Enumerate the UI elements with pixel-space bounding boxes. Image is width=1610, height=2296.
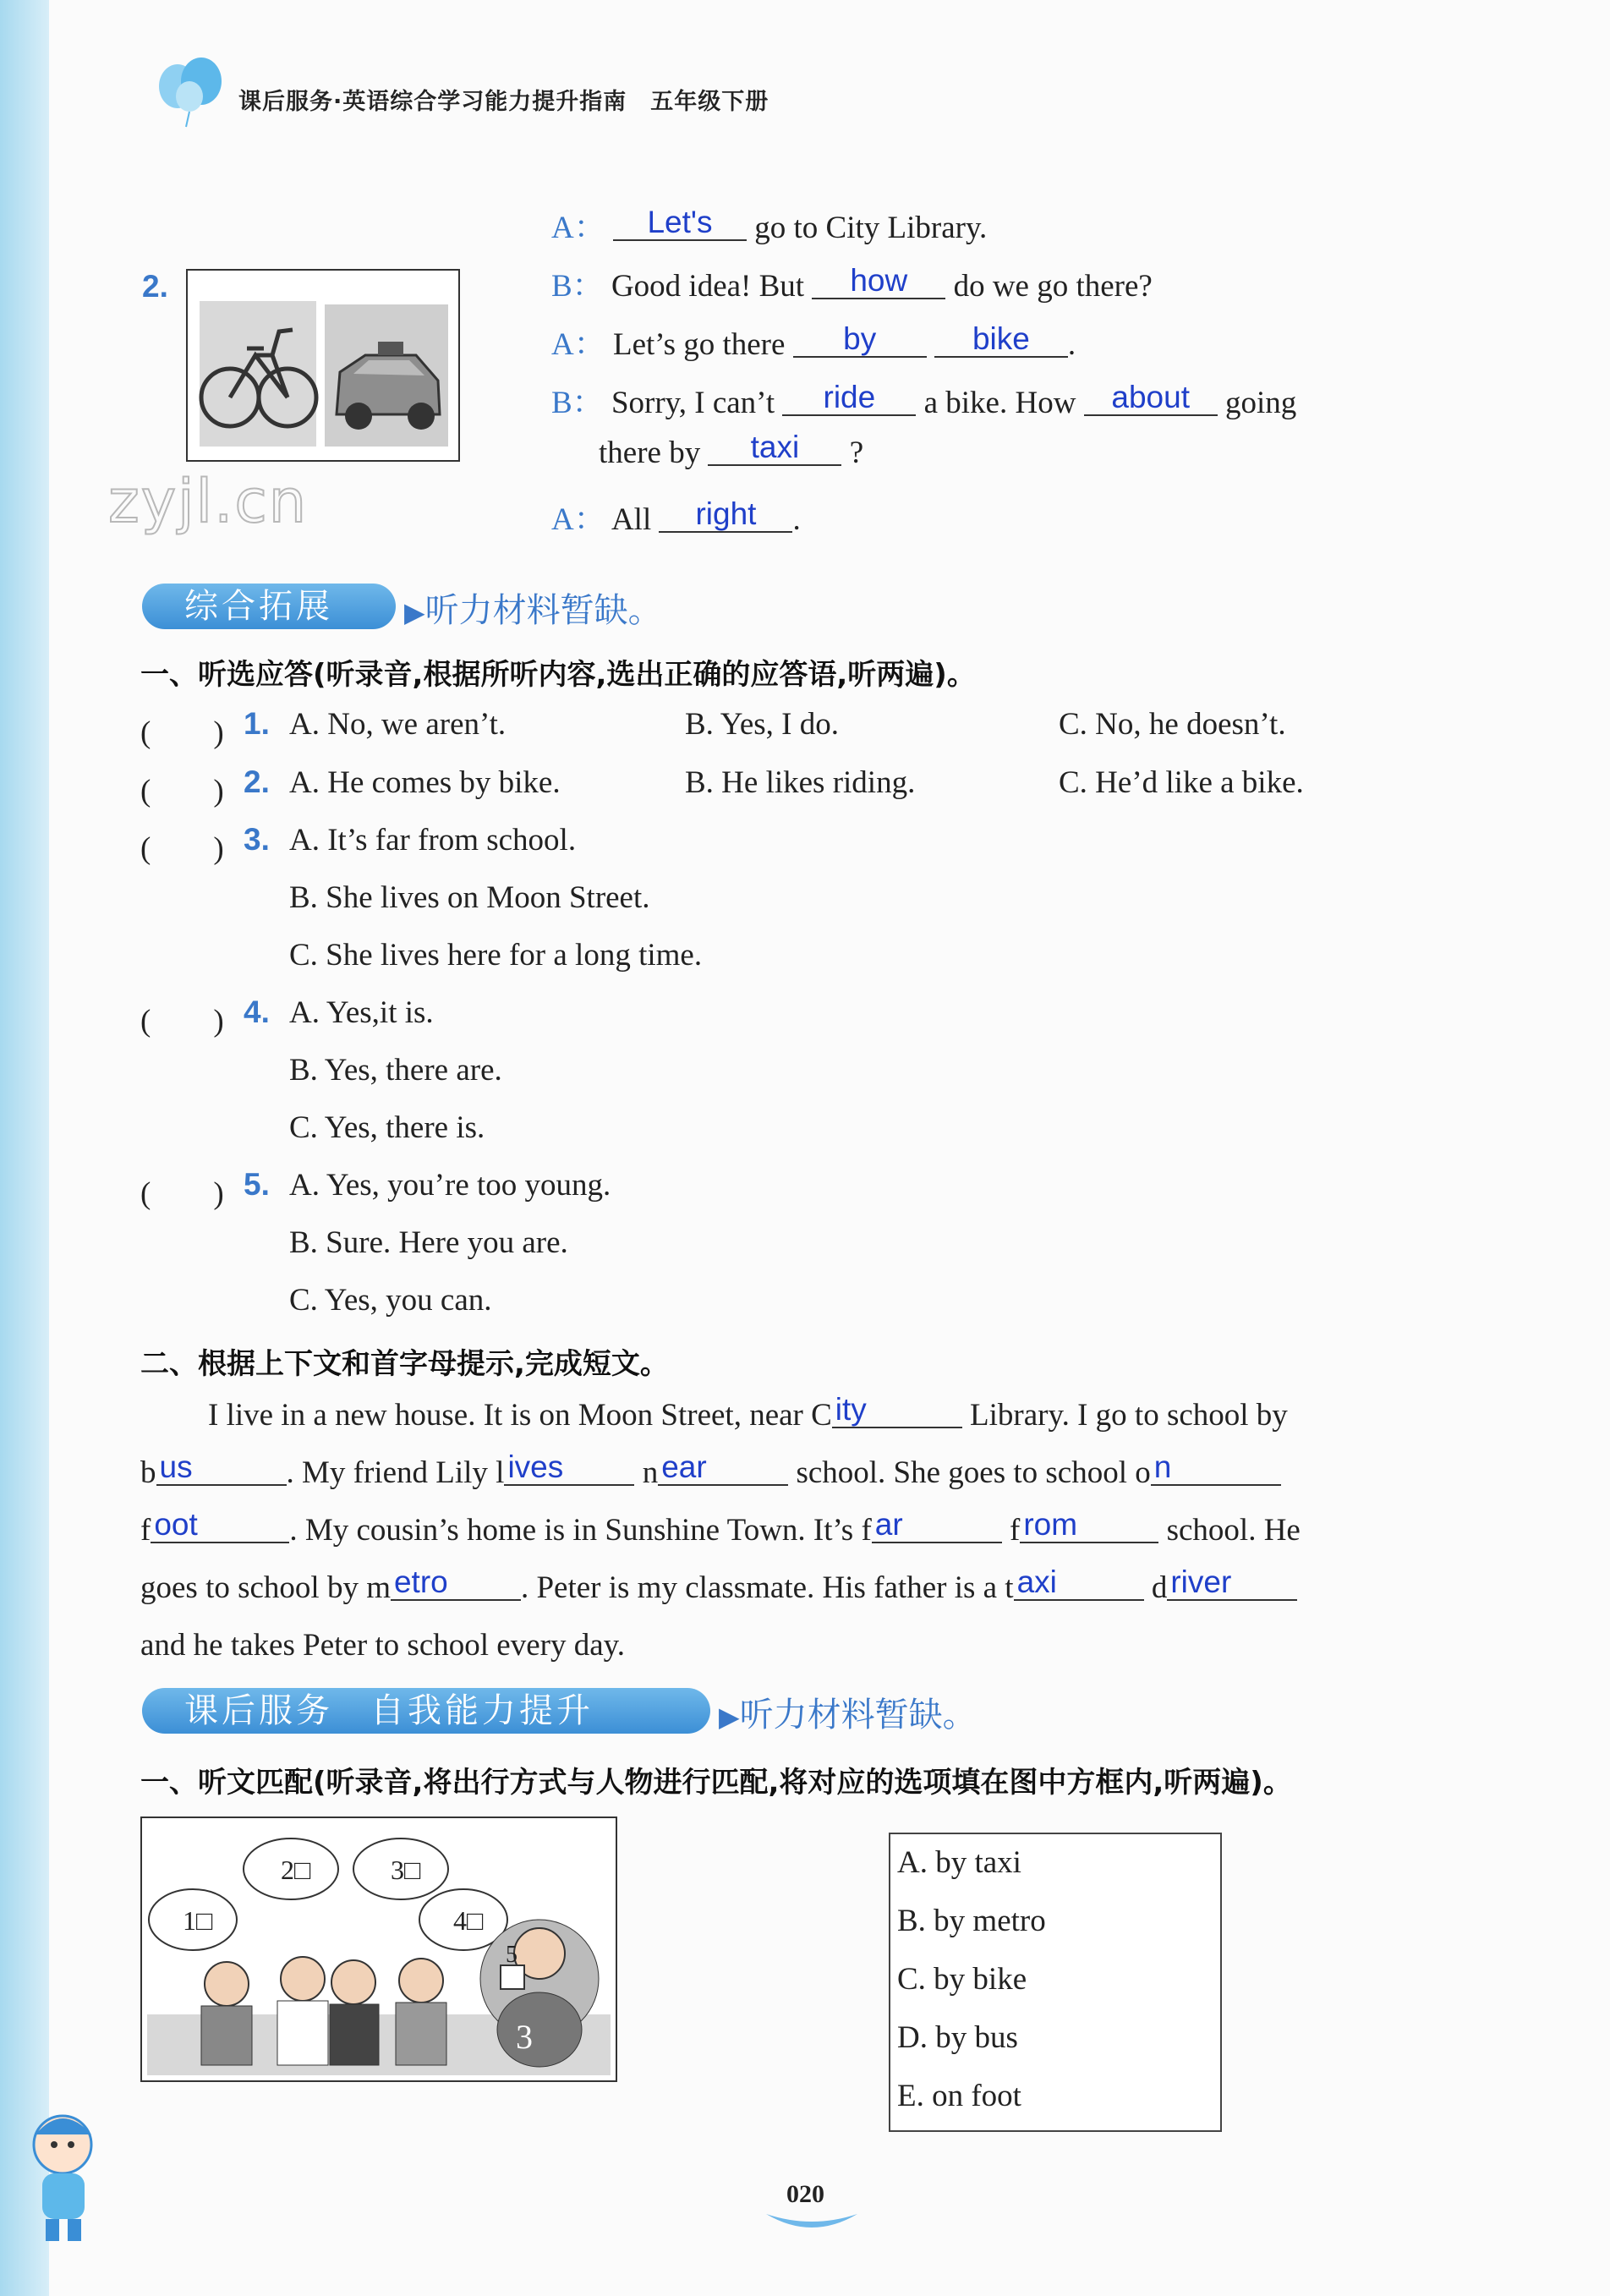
bubble-label[interactable]: 4□ [453, 1905, 484, 1936]
side-decoration-bar [0, 0, 49, 2296]
word-blank[interactable]: oot [151, 1508, 289, 1543]
answer-blank[interactable]: how [812, 264, 945, 299]
question-number: 3. [244, 822, 270, 857]
dialog-line-6 [551, 493, 801, 539]
dialog-line-5 [599, 430, 864, 471]
speaker-label: A： [551, 502, 605, 537]
answer-paren[interactable]: ( ) [140, 715, 224, 750]
word-blank[interactable]: us [156, 1450, 287, 1486]
word-blank[interactable]: axi [1014, 1565, 1144, 1601]
section-note [404, 584, 662, 632]
option-a: A. It’s far from school. [289, 823, 577, 858]
page-ornament-icon [761, 2207, 862, 2241]
note-text: 听力材料暂缺。 [424, 591, 662, 630]
match-option: B. by metro [897, 1904, 1046, 1938]
passage-text: Library. I go to school by [970, 1398, 1288, 1433]
jersey-number: 3 [516, 2018, 533, 2056]
dialog-text: Let’s go there [612, 327, 786, 362]
play-arrow-icon: ▶ [404, 596, 425, 628]
dialog-text: ? [849, 436, 864, 470]
dialog-text: going [1224, 386, 1297, 420]
passage-text: I live in a new house. It is on Moon Street, near C [208, 1398, 832, 1433]
answer-paren[interactable]: ( ) [140, 1004, 224, 1038]
word-blank[interactable]: ives [504, 1450, 634, 1486]
option-a: A. No, we aren’t. [289, 707, 507, 742]
passage-line-4 [140, 1564, 1297, 1606]
passage-line-3 [140, 1507, 1301, 1548]
answer-blank[interactable]: Let's [613, 205, 747, 241]
dialog-text: a bike. How [923, 386, 1076, 420]
option-c: C. Yes, you can. [289, 1283, 492, 1318]
match-option: C. by bike [897, 1962, 1027, 1997]
header-title: 课后服务·英语综合学习能力提升指南 五年级下册 [238, 89, 769, 115]
box-label[interactable]: 5 [506, 1942, 518, 1968]
dialog-text: go to City Library. [754, 211, 988, 245]
part-heading: 一、听文匹配(听录音,将出行方式与人物进行匹配,将对应的选项填在图中方框内,听两遍)。 [140, 1766, 1292, 1800]
section-note [719, 1688, 977, 1736]
answer-paren[interactable]: ( ) [140, 831, 224, 866]
bubble-label[interactable]: 1□ [183, 1905, 213, 1936]
question-number: 4. [244, 995, 270, 1029]
dialog-text: Sorry, I can’t [611, 386, 775, 420]
match-option: E. on foot [897, 2079, 1021, 2113]
question-number: 1. [244, 706, 270, 741]
option-b: B. She lives on Moon Street. [289, 880, 650, 915]
passage-text: n [642, 1455, 659, 1490]
answer-blank[interactable]: taxi [708, 430, 841, 466]
word-blank[interactable]: rom [1020, 1508, 1158, 1543]
options-box [889, 1833, 1222, 2132]
watermark-text: zyjl.cn [108, 467, 309, 536]
dialog-line-2 [551, 260, 1153, 305]
mascot-boy-icon [17, 2106, 118, 2249]
balloon-logo-icon [152, 52, 233, 129]
match-option: A. by taxi [897, 1845, 1021, 1880]
transport-picture [186, 269, 460, 462]
answer-blank[interactable]: about [1084, 381, 1218, 416]
passage-text: school. He [1166, 1513, 1301, 1548]
passage-text: d [1151, 1570, 1168, 1605]
passage-line-2 [140, 1449, 1281, 1491]
option-a: A. Yes, you’re too young. [289, 1168, 611, 1203]
passage-text: . My friend Lily l [286, 1455, 505, 1490]
passage-line-5 [140, 1627, 625, 1663]
passage-line-1 [208, 1392, 1288, 1433]
passage-text: b [140, 1455, 156, 1490]
question-number: 2. [244, 764, 270, 799]
dialog-text: . [1067, 327, 1076, 362]
bike-and-taxi-illustration [188, 271, 458, 460]
option-b: B. Yes, there are. [289, 1053, 502, 1088]
dialog-text: All [611, 502, 652, 537]
passage-text: school. She goes to school o [796, 1455, 1151, 1490]
word-blank[interactable]: ity [832, 1393, 962, 1428]
speaker-label: A： [551, 211, 605, 245]
section-banner: 课后服务 自我能力提升 [142, 1688, 710, 1734]
page-number: 020 [786, 2180, 824, 2208]
speaker-label: A： [551, 327, 605, 362]
dialog-text: . [792, 502, 801, 537]
answer-blank[interactable]: right [659, 497, 792, 533]
bubble-label[interactable]: 3□ [391, 1855, 421, 1885]
passage-text: . Peter is my classmate. His father is a t [520, 1570, 1014, 1605]
word-blank[interactable]: ar [872, 1508, 1002, 1543]
people-with-thought-bubbles-illustration [142, 1818, 616, 2080]
option-c: C. Yes, there is. [289, 1110, 485, 1145]
option-c: C. He’d like a bike. [1059, 765, 1304, 800]
option-b: B. Sure. Here you are. [289, 1225, 568, 1260]
passage-text: . My cousin’s home is in Sunshine Town. It’s f [289, 1513, 872, 1548]
option-b: B. Yes, I do. [685, 707, 839, 742]
part-heading: 一、听选应答(听录音,根据所听内容,选出正确的应答语,听两遍)。 [140, 658, 976, 692]
passage-text: goes to school by m [140, 1570, 391, 1605]
bubble-label[interactable]: 2□ [281, 1855, 311, 1885]
word-blank[interactable]: river [1167, 1565, 1297, 1601]
dialog-line-3 [551, 318, 1076, 364]
passage-text: f [140, 1513, 151, 1548]
speaker-label: B： [551, 269, 604, 304]
dialog-line-1 [551, 201, 987, 247]
section-banner: 综合拓展 [142, 584, 396, 629]
part-heading: 二、根据上下文和首字母提示,完成短文。 [140, 1347, 669, 1381]
answer-blank[interactable]: by [793, 322, 927, 358]
option-a: A. Yes,it is. [289, 995, 434, 1030]
answer-blank[interactable]: ride [782, 381, 916, 416]
answer-paren[interactable]: ( ) [140, 774, 224, 808]
match-option: D. by bus [897, 2020, 1018, 2055]
word-blank[interactable]: n [1151, 1450, 1281, 1486]
question-number: 5. [244, 1167, 270, 1202]
passage-text: and he takes Peter to school every day. [140, 1628, 625, 1663]
passage-text: f [1010, 1513, 1021, 1548]
answer-paren[interactable]: ( ) [140, 1176, 224, 1211]
dialog-text: do we go there? [953, 269, 1153, 304]
play-arrow-icon: ▶ [719, 1701, 740, 1733]
option-c: C. No, he doesn’t. [1059, 707, 1286, 742]
speaker-label: B： [551, 386, 604, 420]
dialog-text: Good idea! But [611, 269, 805, 304]
people-picture [140, 1817, 617, 2082]
answer-blank[interactable]: bike [934, 322, 1068, 358]
question-number: 2. [142, 269, 168, 304]
option-a: A. He comes by bike. [289, 765, 561, 800]
dialog-line-4 [551, 376, 1296, 422]
option-c: C. She lives here for a long time. [289, 938, 703, 973]
word-blank[interactable]: etro [391, 1565, 521, 1601]
note-text: 听力材料暂缺。 [739, 1696, 977, 1734]
word-blank[interactable]: ear [658, 1450, 788, 1486]
option-b: B. He likes riding. [685, 765, 916, 800]
dialog-text: there by [599, 436, 701, 470]
